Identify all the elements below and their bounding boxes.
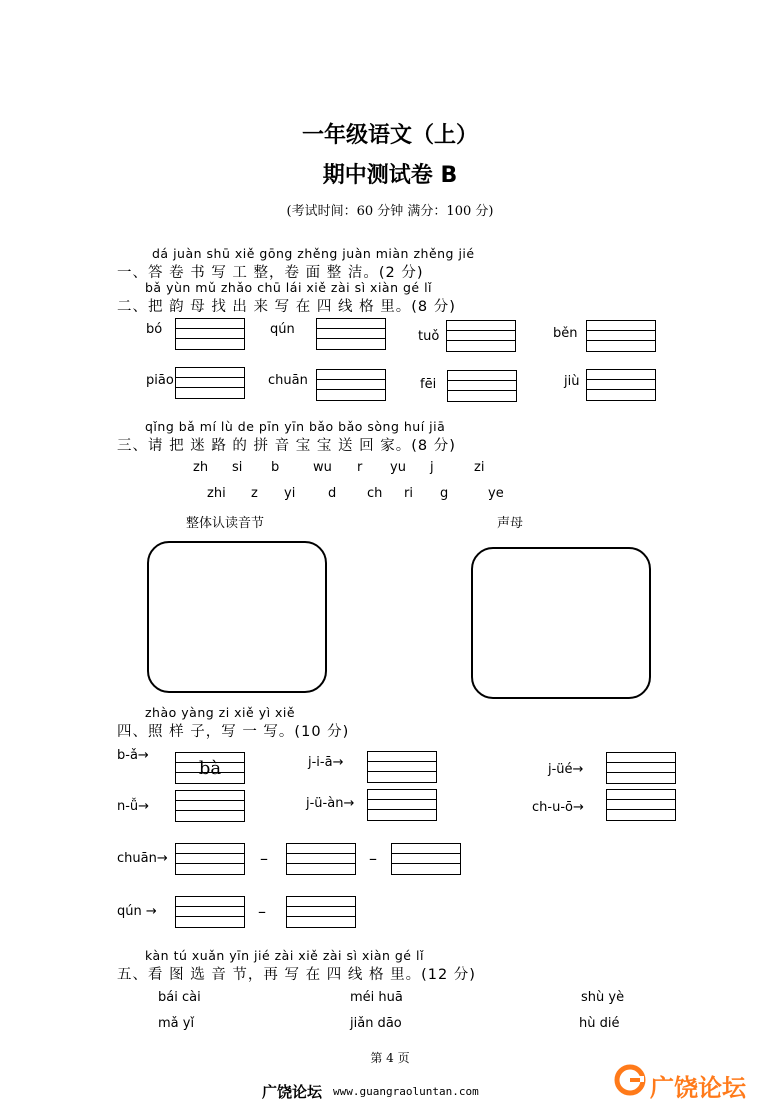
four-line-grid[interactable] — [175, 752, 245, 784]
q4-item-label: j-üé→ — [548, 762, 584, 777]
word-pinyin: shù yè — [581, 990, 625, 1005]
q1-pinyin: dá juàn shū xiě gōng zhěng juàn miàn zhěng jié — [152, 246, 475, 261]
four-line-grid[interactable] — [367, 789, 437, 821]
page-title: 一年级语文（上） — [301, 123, 478, 148]
q4-item-label: qún → — [117, 904, 157, 919]
four-line-grid[interactable] — [586, 369, 656, 401]
syllable[interactable]: wu — [313, 460, 332, 475]
four-line-grid[interactable] — [316, 369, 386, 401]
four-line-grid[interactable] — [367, 751, 437, 783]
q2-item-label: piāo — [146, 373, 174, 388]
q2-text: 二、把 韵 母 找 出 来 写 在 四 线 格 里。(8 分) — [117, 299, 456, 315]
q2-item-label: qún — [270, 322, 295, 337]
four-line-grid[interactable] — [316, 318, 386, 350]
q1-text: 一、答 卷 书 写 工 整，卷 面 整 洁。(2 分) — [117, 265, 424, 281]
word-pinyin: jiǎn dāo — [350, 1016, 402, 1031]
q5-pinyin: kàn tú xuǎn yīn jié zài xiě zài sì xiàn gé lǐ — [145, 948, 424, 963]
dash: – — [260, 849, 268, 868]
q4-item-label: j-i-ā→ — [308, 755, 344, 770]
syllable[interactable]: j — [430, 460, 434, 475]
syllable[interactable]: d — [328, 486, 337, 501]
four-line-grid[interactable] — [175, 318, 245, 350]
q2-item-label: chuān — [268, 373, 308, 388]
box-label-initials: 声母 — [497, 516, 524, 531]
four-line-grid[interactable] — [586, 320, 656, 352]
q4-item-label: b-ǎ→ — [117, 748, 149, 763]
syllable[interactable]: zi — [474, 460, 485, 475]
answer-box-right[interactable] — [471, 547, 651, 699]
q2-item-label: bó — [146, 322, 163, 337]
four-line-grid[interactable] — [175, 843, 245, 875]
q3-pinyin: qǐng bǎ mí lù de pīn yīn bǎo bǎo sòng huí jiā — [145, 419, 446, 434]
exam-info: (考试时间：60 分钟 满分：100 分) — [286, 204, 494, 219]
site-url[interactable]: www.guangraoluntan.com — [333, 1085, 479, 1098]
q2-item-label: fēi — [420, 377, 437, 392]
four-line-grid[interactable] — [175, 790, 245, 822]
dash: – — [369, 849, 377, 868]
four-line-grid[interactable] — [175, 896, 245, 928]
syllable[interactable]: zh — [193, 460, 209, 475]
answer-box-left[interactable] — [147, 541, 327, 693]
q2-item-label: běn — [553, 326, 578, 341]
watermark-logo — [612, 1062, 772, 1102]
four-line-grid[interactable] — [175, 367, 245, 399]
word-pinyin: méi huā — [350, 990, 403, 1005]
q2-pinyin: bǎ yùn mǔ zhǎo chū lái xiě zài sì xiàn gé lǐ — [145, 280, 433, 295]
syllable[interactable]: b — [271, 460, 280, 475]
q2-item-label: tuǒ — [418, 329, 440, 344]
syllable[interactable]: z — [251, 486, 258, 501]
dash: – — [258, 902, 266, 921]
word-pinyin: bái cài — [158, 990, 201, 1005]
syllable[interactable]: r — [357, 460, 363, 475]
example-answer: bà — [198, 758, 222, 779]
page-number: 第 4 页 — [370, 1051, 410, 1065]
syllable[interactable]: yu — [390, 460, 406, 475]
q4-pinyin: zhào yàng zi xiě yì xiě — [145, 705, 296, 720]
syllable[interactable]: ch — [367, 486, 383, 501]
logo-text: 广饶论坛 — [650, 1074, 746, 1102]
page-subtitle: 期中测试卷 B — [322, 163, 458, 188]
q4-item-label: j-ü-àn→ — [306, 796, 355, 811]
q4-item-label: n-ǚ→ — [117, 799, 150, 814]
four-line-grid[interactable] — [447, 370, 517, 402]
four-line-grid[interactable] — [606, 752, 676, 784]
q3-text: 三、请 把 迷 路 的 拼 音 宝 宝 送 回 家。(8 分) — [117, 438, 456, 454]
q4-item-label: ch-u-ō→ — [532, 800, 584, 815]
box-label-whole-syllables: 整体认读音节 — [186, 516, 265, 531]
q5-text: 五、看 图 选 音 节，再 写 在 四 线 格 里。(12 分) — [117, 967, 476, 983]
logo-icon — [612, 1062, 648, 1098]
q2-item-label: jiù — [564, 374, 580, 389]
syllable[interactable]: ri — [404, 486, 413, 501]
word-pinyin: hù dié — [579, 1016, 620, 1031]
syllable[interactable]: si — [232, 460, 243, 475]
four-line-grid[interactable] — [391, 843, 461, 875]
syllable[interactable]: zhi — [207, 486, 226, 501]
syllable[interactable]: g — [440, 486, 449, 501]
four-line-grid[interactable] — [286, 896, 356, 928]
word-pinyin: mǎ yǐ — [158, 1016, 195, 1031]
q4-item-label: chuān→ — [117, 851, 168, 866]
site-name: 广饶论坛 — [262, 1083, 323, 1101]
q4-text: 四、照 样 子，写 一 写。(10 分) — [117, 724, 350, 740]
four-line-grid[interactable] — [606, 789, 676, 821]
four-line-grid[interactable] — [446, 320, 516, 352]
syllable[interactable]: ye — [488, 486, 504, 501]
four-line-grid[interactable] — [286, 843, 356, 875]
syllable[interactable]: yi — [284, 486, 296, 501]
